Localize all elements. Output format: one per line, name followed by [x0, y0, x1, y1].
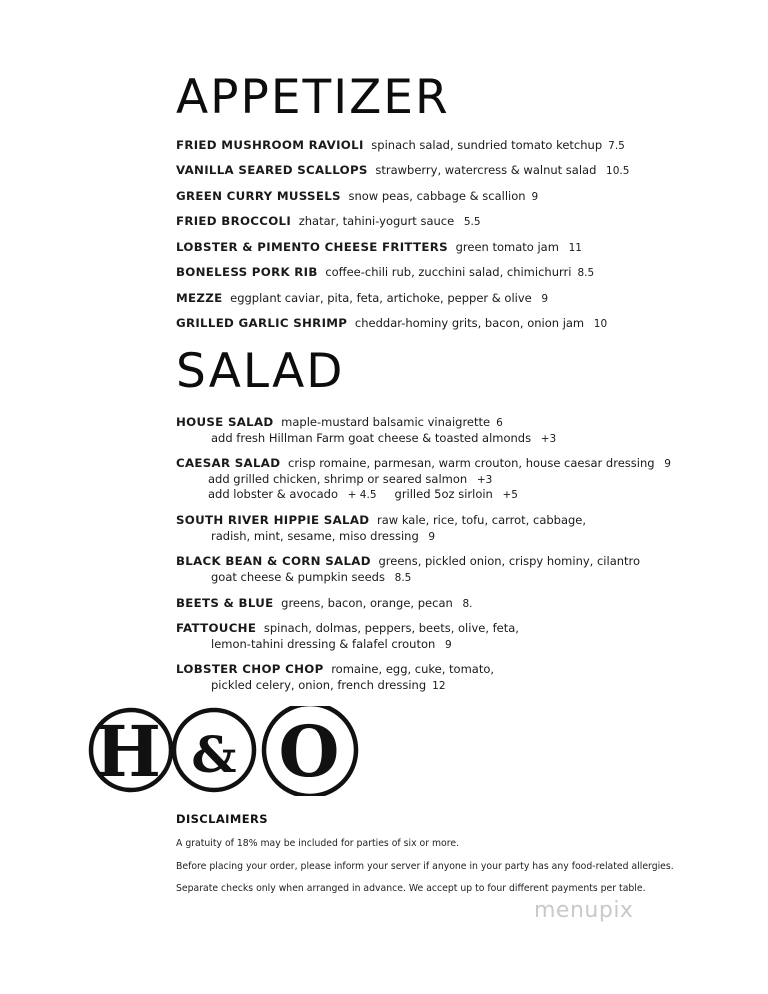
item-name: LOBSTER & PIMENTO CHEESE FRITTERS [176, 240, 448, 254]
disclaimers-title: DISCLAIMERS [176, 812, 268, 826]
item-price: 5.5 [463, 216, 481, 228]
item-price: 8.5 [577, 267, 595, 279]
menu-item [176, 621, 525, 635]
menu-item-cont [211, 570, 411, 585]
item-name: SOUTH RIVER HIPPIE SALAD [176, 513, 370, 527]
item-price: 9 [541, 293, 549, 305]
menu-item-addon [211, 431, 556, 446]
item-price: 9 [531, 191, 539, 203]
logo-rings [0, 706, 370, 796]
item-desc: maple-mustard balsamic vinaigrette [281, 415, 491, 429]
disclaimer-line: A gratuity of 18% may be included for parties of six or more. [176, 838, 460, 849]
menu-item [176, 291, 548, 306]
item-price: 12 [432, 680, 446, 692]
item-desc: spinach, dolmas, peppers, beets, olive, feta, [263, 621, 519, 635]
menu-item [176, 316, 607, 331]
salad-heading: SALAD [176, 344, 345, 399]
menu-item-addon [208, 472, 492, 487]
menu-item [176, 596, 472, 611]
item-desc: pickled celery, onion, french dressing [211, 678, 427, 692]
logo-letter-h: H [94, 710, 162, 793]
item-name: FATTOUCHE [176, 621, 257, 635]
menu-item [176, 189, 538, 204]
h-and-o-logo [0, 706, 370, 796]
item-price: 8.5 [394, 572, 412, 584]
menu-item [176, 662, 500, 676]
item-price: 7.5 [608, 140, 625, 152]
item-price: 8. [462, 598, 473, 610]
addon-desc: add grilled chicken, shrimp or seared salmon [208, 472, 468, 486]
item-name: GRILLED GARLIC SHRIMP [176, 316, 348, 330]
item-desc: zhatar, tahini-yogurt sauce [298, 214, 455, 228]
disclaimer-line: Separate checks only when arranged in advance. We accept up to four different payments per table. [176, 883, 646, 894]
item-name: BLACK BEAN & CORN SALAD [176, 554, 371, 568]
item-desc: greens, bacon, orange, pecan [281, 596, 453, 610]
menu-item [176, 214, 481, 229]
item-name: MEZZE [176, 291, 223, 305]
addon-desc: grilled 5oz sirloin [394, 487, 493, 501]
item-price: 9 [428, 531, 436, 543]
item-desc: eggplant caviar, pita, feta, artichoke, pepper & olive [230, 291, 532, 305]
disclaimer-line: Before placing your order, please inform your server if anyone in your party has any food-related allergies. [176, 861, 674, 872]
menu-item-cont [211, 529, 435, 544]
item-desc: snow peas, cabbage & scallion [348, 189, 526, 203]
item-name: FRIED BROCCOLI [176, 214, 292, 228]
item-name: VANILLA SEARED SCALLOPS [176, 163, 368, 177]
menu-item-addon [208, 487, 518, 502]
item-price: 6 [496, 417, 503, 429]
logo-letter-o: O [278, 710, 340, 793]
menupix-watermark: menupix [534, 898, 634, 923]
item-name: GREEN CURRY MUSSELS [176, 189, 341, 203]
item-desc: lemon-tahini dressing & falafel crouton [211, 637, 436, 651]
menu-item [176, 163, 629, 178]
item-desc: strawberry, watercress & walnut salad [375, 163, 597, 177]
item-desc: spinach salad, sundried tomato ketchup [371, 138, 603, 152]
item-name: HOUSE SALAD [176, 415, 274, 429]
item-price: 10.5 [606, 165, 630, 177]
menu-item [176, 265, 594, 280]
menu-item [176, 456, 671, 471]
item-desc: coffee-chili rub, zucchini salad, chimichurri [325, 265, 572, 279]
item-name: LOBSTER CHOP CHOP [176, 662, 324, 676]
item-desc: greens, pickled onion, crispy hominy, cilantro [378, 554, 641, 568]
item-desc: goat cheese & pumpkin seeds [211, 570, 385, 584]
item-desc: cheddar-hominy grits, bacon, onion jam [354, 316, 585, 330]
item-price: 11 [568, 242, 582, 254]
item-name: BEETS & BLUE [176, 596, 274, 610]
item-name: FRIED MUSHROOM RAVIOLI [176, 138, 364, 152]
addon-desc: add fresh Hillman Farm goat cheese & toasted almonds [211, 431, 532, 445]
item-desc: raw kale, rice, tofu, carrot, cabbage, [377, 513, 587, 527]
menu-item [176, 415, 503, 430]
addon-price: +3 [540, 433, 557, 445]
addon-desc: add lobster & avocado [208, 487, 339, 501]
item-desc: romaine, egg, cuke, tomato, [331, 662, 495, 676]
item-name: CAESAR SALAD [176, 456, 281, 470]
addon-price: + 4.5 [347, 489, 377, 501]
logo-ampersand: & [191, 725, 237, 784]
menu-item [176, 138, 625, 153]
item-price: 9 [664, 458, 671, 470]
menu-item-cont [211, 637, 452, 652]
menu-item [176, 513, 592, 527]
addon-price: +3 [476, 474, 493, 486]
menu-item [176, 240, 582, 255]
menu-item [176, 554, 646, 568]
item-price: 9 [444, 639, 452, 651]
item-name: BONELESS PORK RIB [176, 265, 318, 279]
item-desc: crisp romaine, parmesan, warm crouton, house caesar dressing [288, 456, 655, 470]
menu-item-cont [211, 678, 446, 693]
item-desc: radish, mint, sesame, miso dressing [211, 529, 419, 543]
appetizer-heading: APPETIZER [176, 70, 450, 125]
addon-price: +5 [502, 489, 518, 501]
item-price: 10 [593, 318, 608, 330]
item-desc: green tomato jam [455, 240, 559, 254]
